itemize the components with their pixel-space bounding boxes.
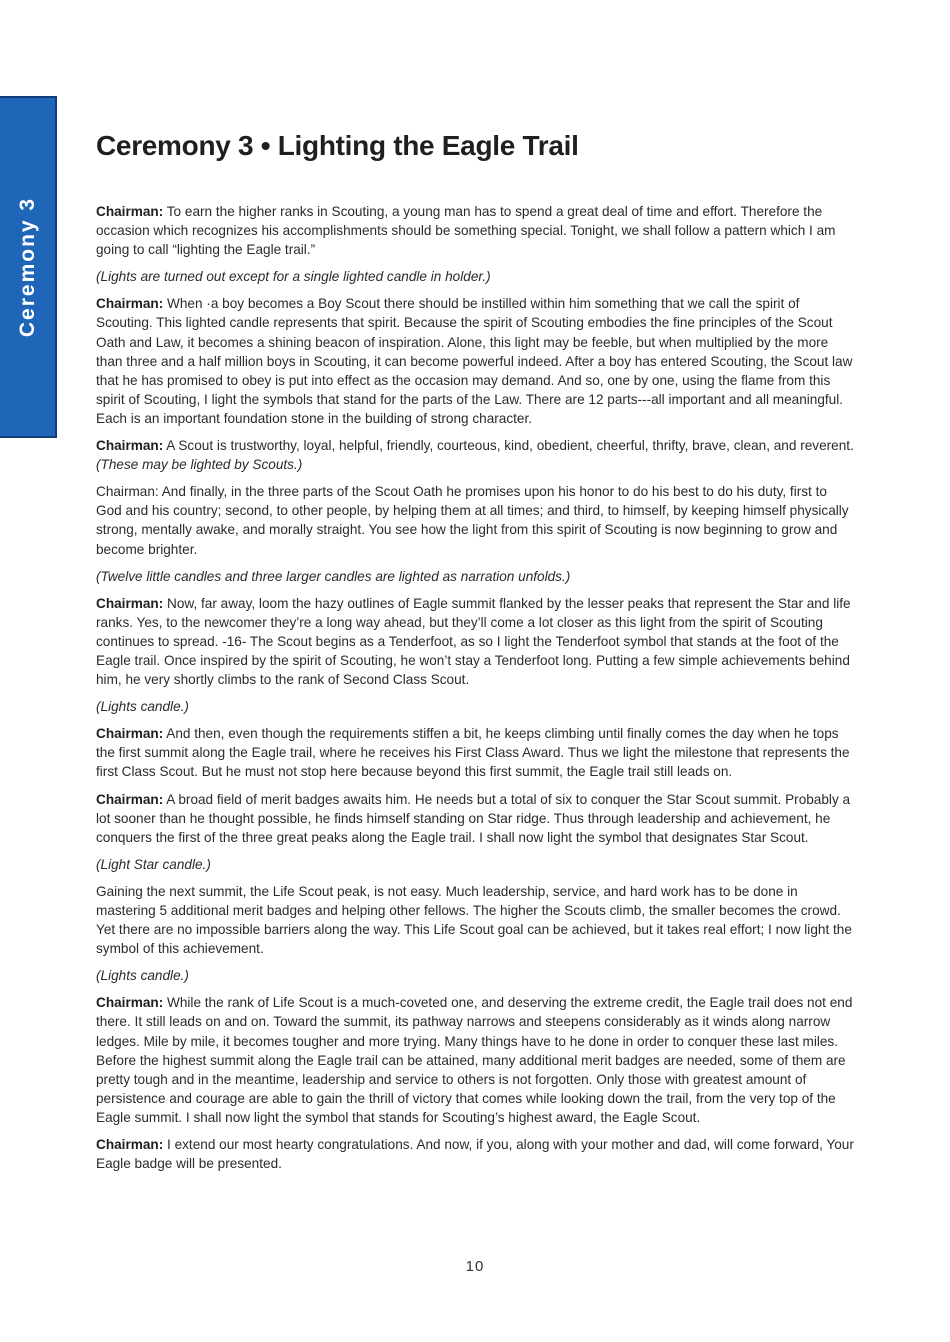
paragraph	[96, 724, 856, 781]
page-title: Ceremony 3 • Lighting the Eagle Trail	[96, 130, 579, 161]
paragraph	[96, 294, 856, 428]
paragraph-text: To earn the higher ranks in Scouting, a young man has to spend a great deal of time and effort. Therefore the occasion which recognizes his accomplishments should be something special. Tonight, we shall follow a pattern which I am going to call “lighting the Eagle trail.”	[96, 204, 836, 258]
stage-direction: (Lights are turned out except for a single lighted candle in holder.)	[96, 269, 491, 285]
speaker-label: Chairman:	[96, 995, 164, 1011]
paragraph: Chairman: And finally, in the three parts of the Scout Oath he promises upon his honor to do his best to do his duty, first to God and his country; second, to other people, by helping them at all times; and third, to himself, by keeping himself physically strong, mentally awake, and morally straight. You see how the light from this spirit of Scouting is now beginning to grow and become brighter.	[96, 484, 849, 557]
paragraph-text: I extend our most hearty congratulations. And now, if you, along with your mother and dad, will come forward, Your Eagle badge will be presented.	[96, 1137, 854, 1172]
speaker-label: Chairman:	[96, 204, 164, 219]
paragraph-text: A Scout is trustworthy, loyal, helpful, friendly, courteous, kind, obedient, cheerful, thrifty, brave, clean, and reverent.	[163, 438, 854, 454]
paragraph-text: Now, far away, loom the hazy outlines of Eagle summit flanked by the lesser peaks that represent the Star and life ranks. Yes, to the newcomer they’re a long way ahead, but they’ll come a lot closer as this light from the spirit of Scouting continues to spread. -16- The Scout begins as a Tenderfoot, as so I light the Tenderfoot symbol that stands at the foot of the Eagle trail. Once inspired by the spirit of Scouting, he won’t stay a Tenderfoot long. Putting a few simple achievements behind him, he very shortly climbs to the rank of Second Class Scout.	[96, 595, 851, 688]
stage-direction: (Lights candle.)	[96, 699, 189, 715]
page-content	[96, 126, 856, 1181]
speaker-label: Chairman:	[96, 438, 164, 454]
speaker-label: Chairman:	[96, 296, 164, 312]
paragraph	[96, 594, 856, 689]
page-number: 10	[465, 1258, 485, 1275]
paragraph	[96, 1135, 856, 1173]
side-tab-label: Ceremony 3	[15, 196, 39, 338]
speaker-label: Chairman:	[96, 726, 164, 742]
stage-direction: (Twelve little candles and three larger candles are lighted as narration unfolds.)	[96, 568, 571, 584]
paragraph-text: While the rank of Life Scout is a much-coveted one, and deserving the extreme credit, the Eagle trail does not end there. It still leads on and on. Toward the summit, its pathway narrows and steepens considerably as it winds along narrow ledges. Mile by mile, it becomes tougher and more trying. Many things have to he done in order to conquer these last miles. Before the highest summit along the Eagle trail can be attained, many additional merit badges are needed, some of them are pretty tough and in the meantime, leadership and service to others is not forgotten. Only those with greatest amount of persistence and courage are able to gain the thrill of victory that comes while looking down the trail, from the very top of the Eagle summit. I shall now light the symbol that stands for Scouting’s highest award, the Eagle Scout.	[96, 995, 853, 1125]
paragraph	[96, 993, 856, 1127]
paragraph	[96, 202, 856, 259]
paragraph-text: A broad field of merit badges awaits him. He needs but a total of six to conquer the Star Scout summit. Probably a lot sooner than he thought possible, he finds himself standing on Star ridge. Thus through leadership and achievement, he conquers the first of the three great peaks along the Eagle trail. I shall now light the symbol that designates Star Scout.	[96, 791, 851, 845]
speaker-label: Chairman:	[96, 791, 164, 807]
paragraph: Gaining the next summit, the Life Scout peak, is not easy. Much leadership, service, and hard work has to be done in mastering 5 additional merit badges and helping other fellows. The higher the Scouts climb, the smaller becomes the crowd. Yet there are no impossible barriers along the way. This Life Scout goal can be achieved, but it takes real effort; I now light the symbol of this achievement.	[96, 883, 852, 957]
stage-direction: (Light Star candle.)	[96, 856, 211, 872]
speaker-label: Chairman:	[96, 1137, 164, 1153]
inline-stage-direction: (These may be lighted by Scouts.)	[96, 457, 303, 473]
side-tab	[0, 96, 57, 438]
stage-direction: (Lights candle.)	[96, 968, 189, 984]
paragraph-text: When ·a boy becomes a Boy Scout there should be instilled within him something that we call the spirit of Scouting. This lighted candle represents that spirit. Because the spirit of Scouting embodies the fine principles of the Scout Oath and Law, it becomes a shining beacon of inspiration. Alone, this light may be feeble, but when multiplied by the more than three and a half million boys in Scouting, it can become powerful indeed. After a boy has entered Scouting, the Scout law that he has promised to obey is put into effect as the occasion may demand. And so, one by one, using the flame from this spirit of Scouting, I light the symbols that stand for the parts of the Law. There are 12 parts---all important and all meaningful. Each is an important foundation stone in the building of strong character.	[96, 296, 853, 426]
paragraph	[96, 790, 856, 847]
paragraph	[96, 436, 856, 474]
speaker-label: Chairman:	[96, 595, 164, 611]
paragraph-text: And then, even though the requirements stiffen a bit, he keeps climbing until finally comes the day when he tops the first summit along the Eagle trail, where he receives his First Class Award. Thus we light the milestone that represents the first Class Scout. But he must not stop here because beyond this first summit, the Eagle trail still leads on.	[96, 726, 850, 780]
